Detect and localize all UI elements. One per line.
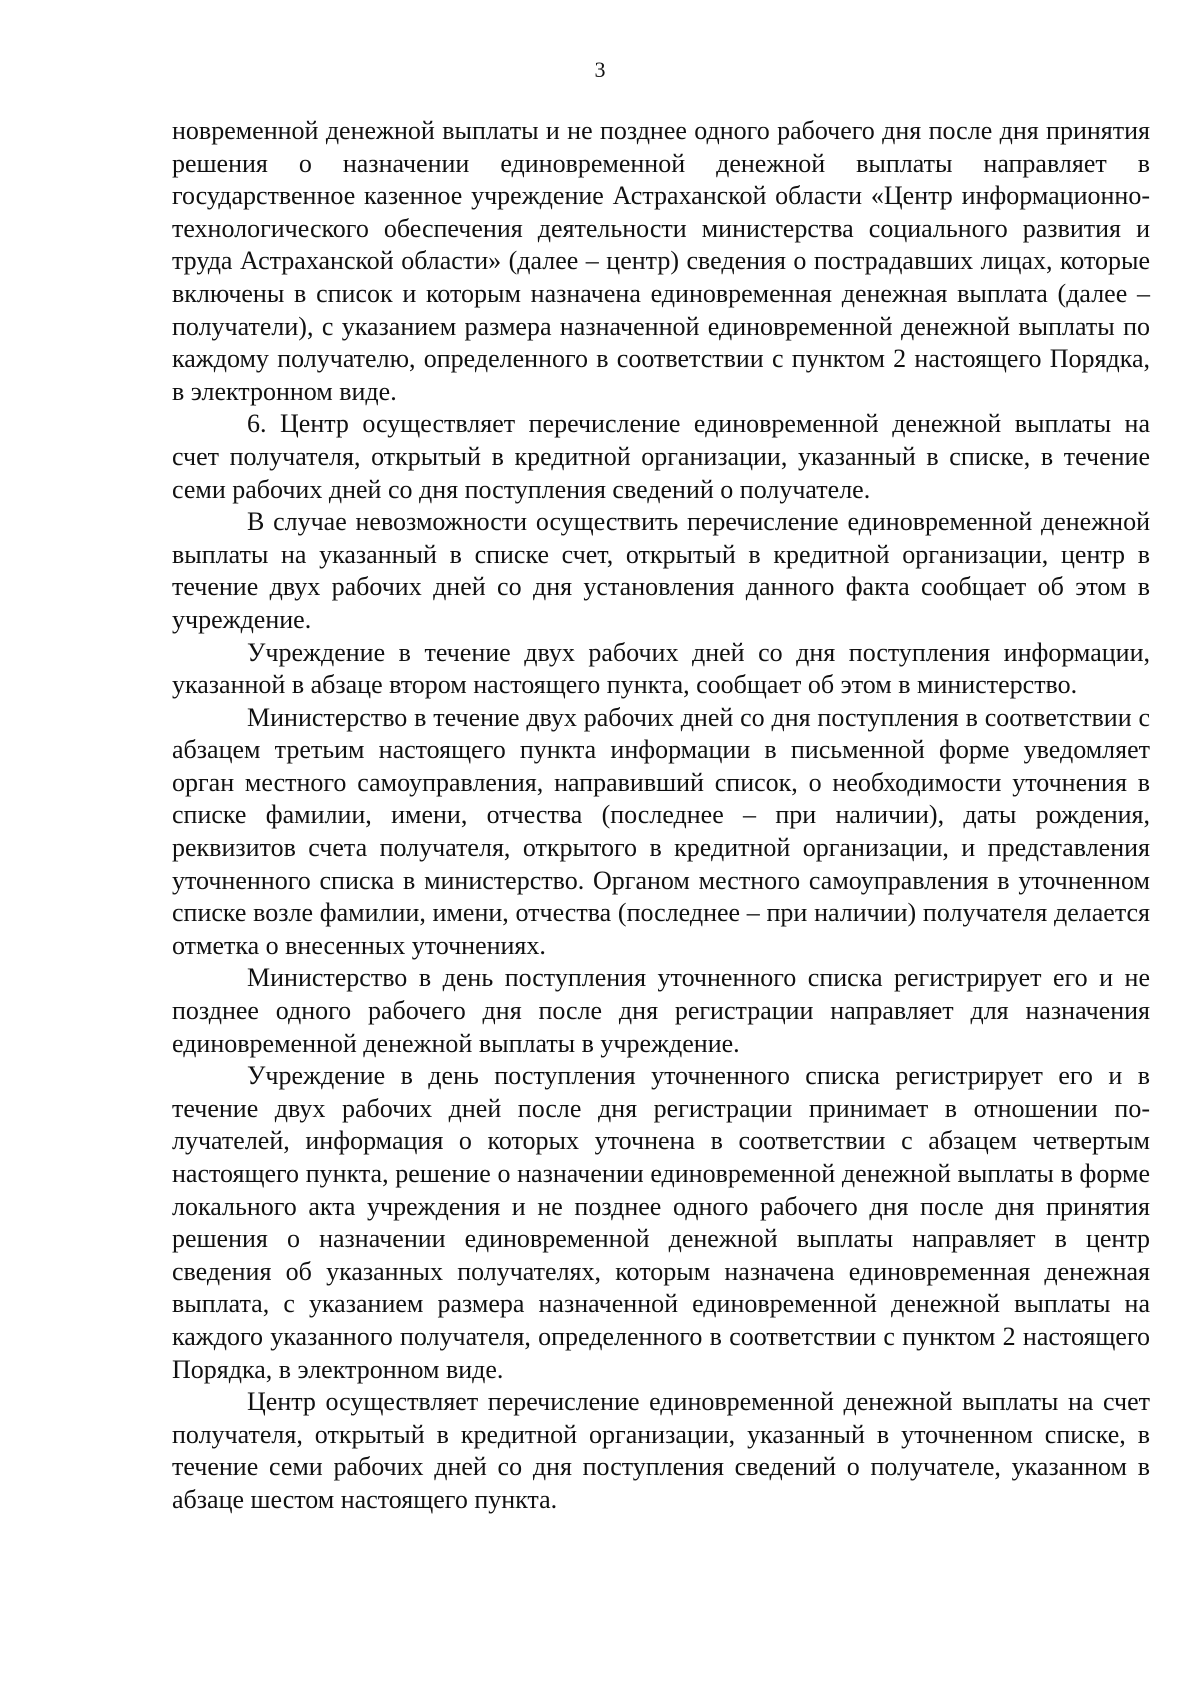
paragraph: Учреждение в течение двух рабочих дней со дня поступления информации, указанной в абзаце втором настоящего пункта, сообщает об этом в министерство. xyxy=(172,637,1150,700)
paragraph: Учреждение в день поступления уточненного списка регистрирует его и в течение двух рабочих дней после дня регистрации принимает в отношении получателей, информация о которых уточнена в соответствии с абзацем четвертым настоящего пункта, решение о назначении единовременной денежной выплаты в форме локального акта учреждения и не позднее одного рабочего дня после дня принятия решения о назначении единовременной денежной выплаты направляет в центр сведения об указанных получателях, которым назначена единовременная денежная выплата, с указанием размера назначенной единовременной денежной выплаты на каждого указанного получателя, определенного в соответствии с пунктом 2 настоящего Порядка, в электронном виде. xyxy=(172,1061,1150,1384)
paragraph: Министерство в день поступления уточненного списка регистрирует его и не позднее одного рабочего дня после дня регистрации направляет для назначения единовременной денежной выплаты в учреждение. xyxy=(172,963,1150,1058)
paragraph-item-6: 6. Центр осуществляет перечисление единовременной денежной выплаты на счет получателя, открытый в кредитной организации, указанный в списке, в течение семи рабочих дней со дня поступления сведений о получателе. xyxy=(172,409,1150,504)
document-body xyxy=(172,115,1150,1517)
paragraph: В случае невозможности осуществить перечисление единовременной денежной выплаты на указанный в списке счет, открытый в кредитной организации, центр в течение двух рабочих дней со дня установления данного факта сообщает об этом в учреждение. xyxy=(172,507,1150,634)
paragraph-continuation: новременной денежной выплаты и не позднее одного рабочего дня после дня принятия решения о назначении единовременной денежной выплаты направляет в государственное казенное учреждение Астраханской области «Центр информационно-технологического обеспечения деятельности министерства социального развития и труда Астраханской области» (далее – центр) сведения о пострадавших лицах, которые включены в список и которым назначена единовременная денежная выплата (далее – получатели), с указанием размера назначенной единовременной денежной выплаты по каждому получателю, определенного в соответствии с пунктом 2 настоящего Порядка, в электронном виде. xyxy=(172,116,1150,406)
paragraph: Министерство в течение двух рабочих дней со дня поступления в соответствии с абзацем третьим настоящего пункта информации в письменной форме уведомляет орган местного самоуправления, направивший список, о необходимости уточнения в списке фамилии, имени, отчества (последнее – при наличии), даты рождения, реквизитов счета получателя, открытого в кредитной организации, и представления уточненного списка в министерство. Органом местного самоуправления в уточненном списке возле фамилии, имени, отчества (последнее – при наличии) получателя делается отметка о внесенных уточнениях. xyxy=(172,702,1150,960)
page-number: 3 xyxy=(594,57,606,82)
paragraph: Центр осуществляет перечисление единовременной денежной выплаты на счет получателя, открытый в кредитной организации, указанный в уточненном списке, в течение семи рабочих дней со дня поступления сведений о получателе, указанном в абзаце шестом настоящего пункта. xyxy=(172,1387,1150,1514)
